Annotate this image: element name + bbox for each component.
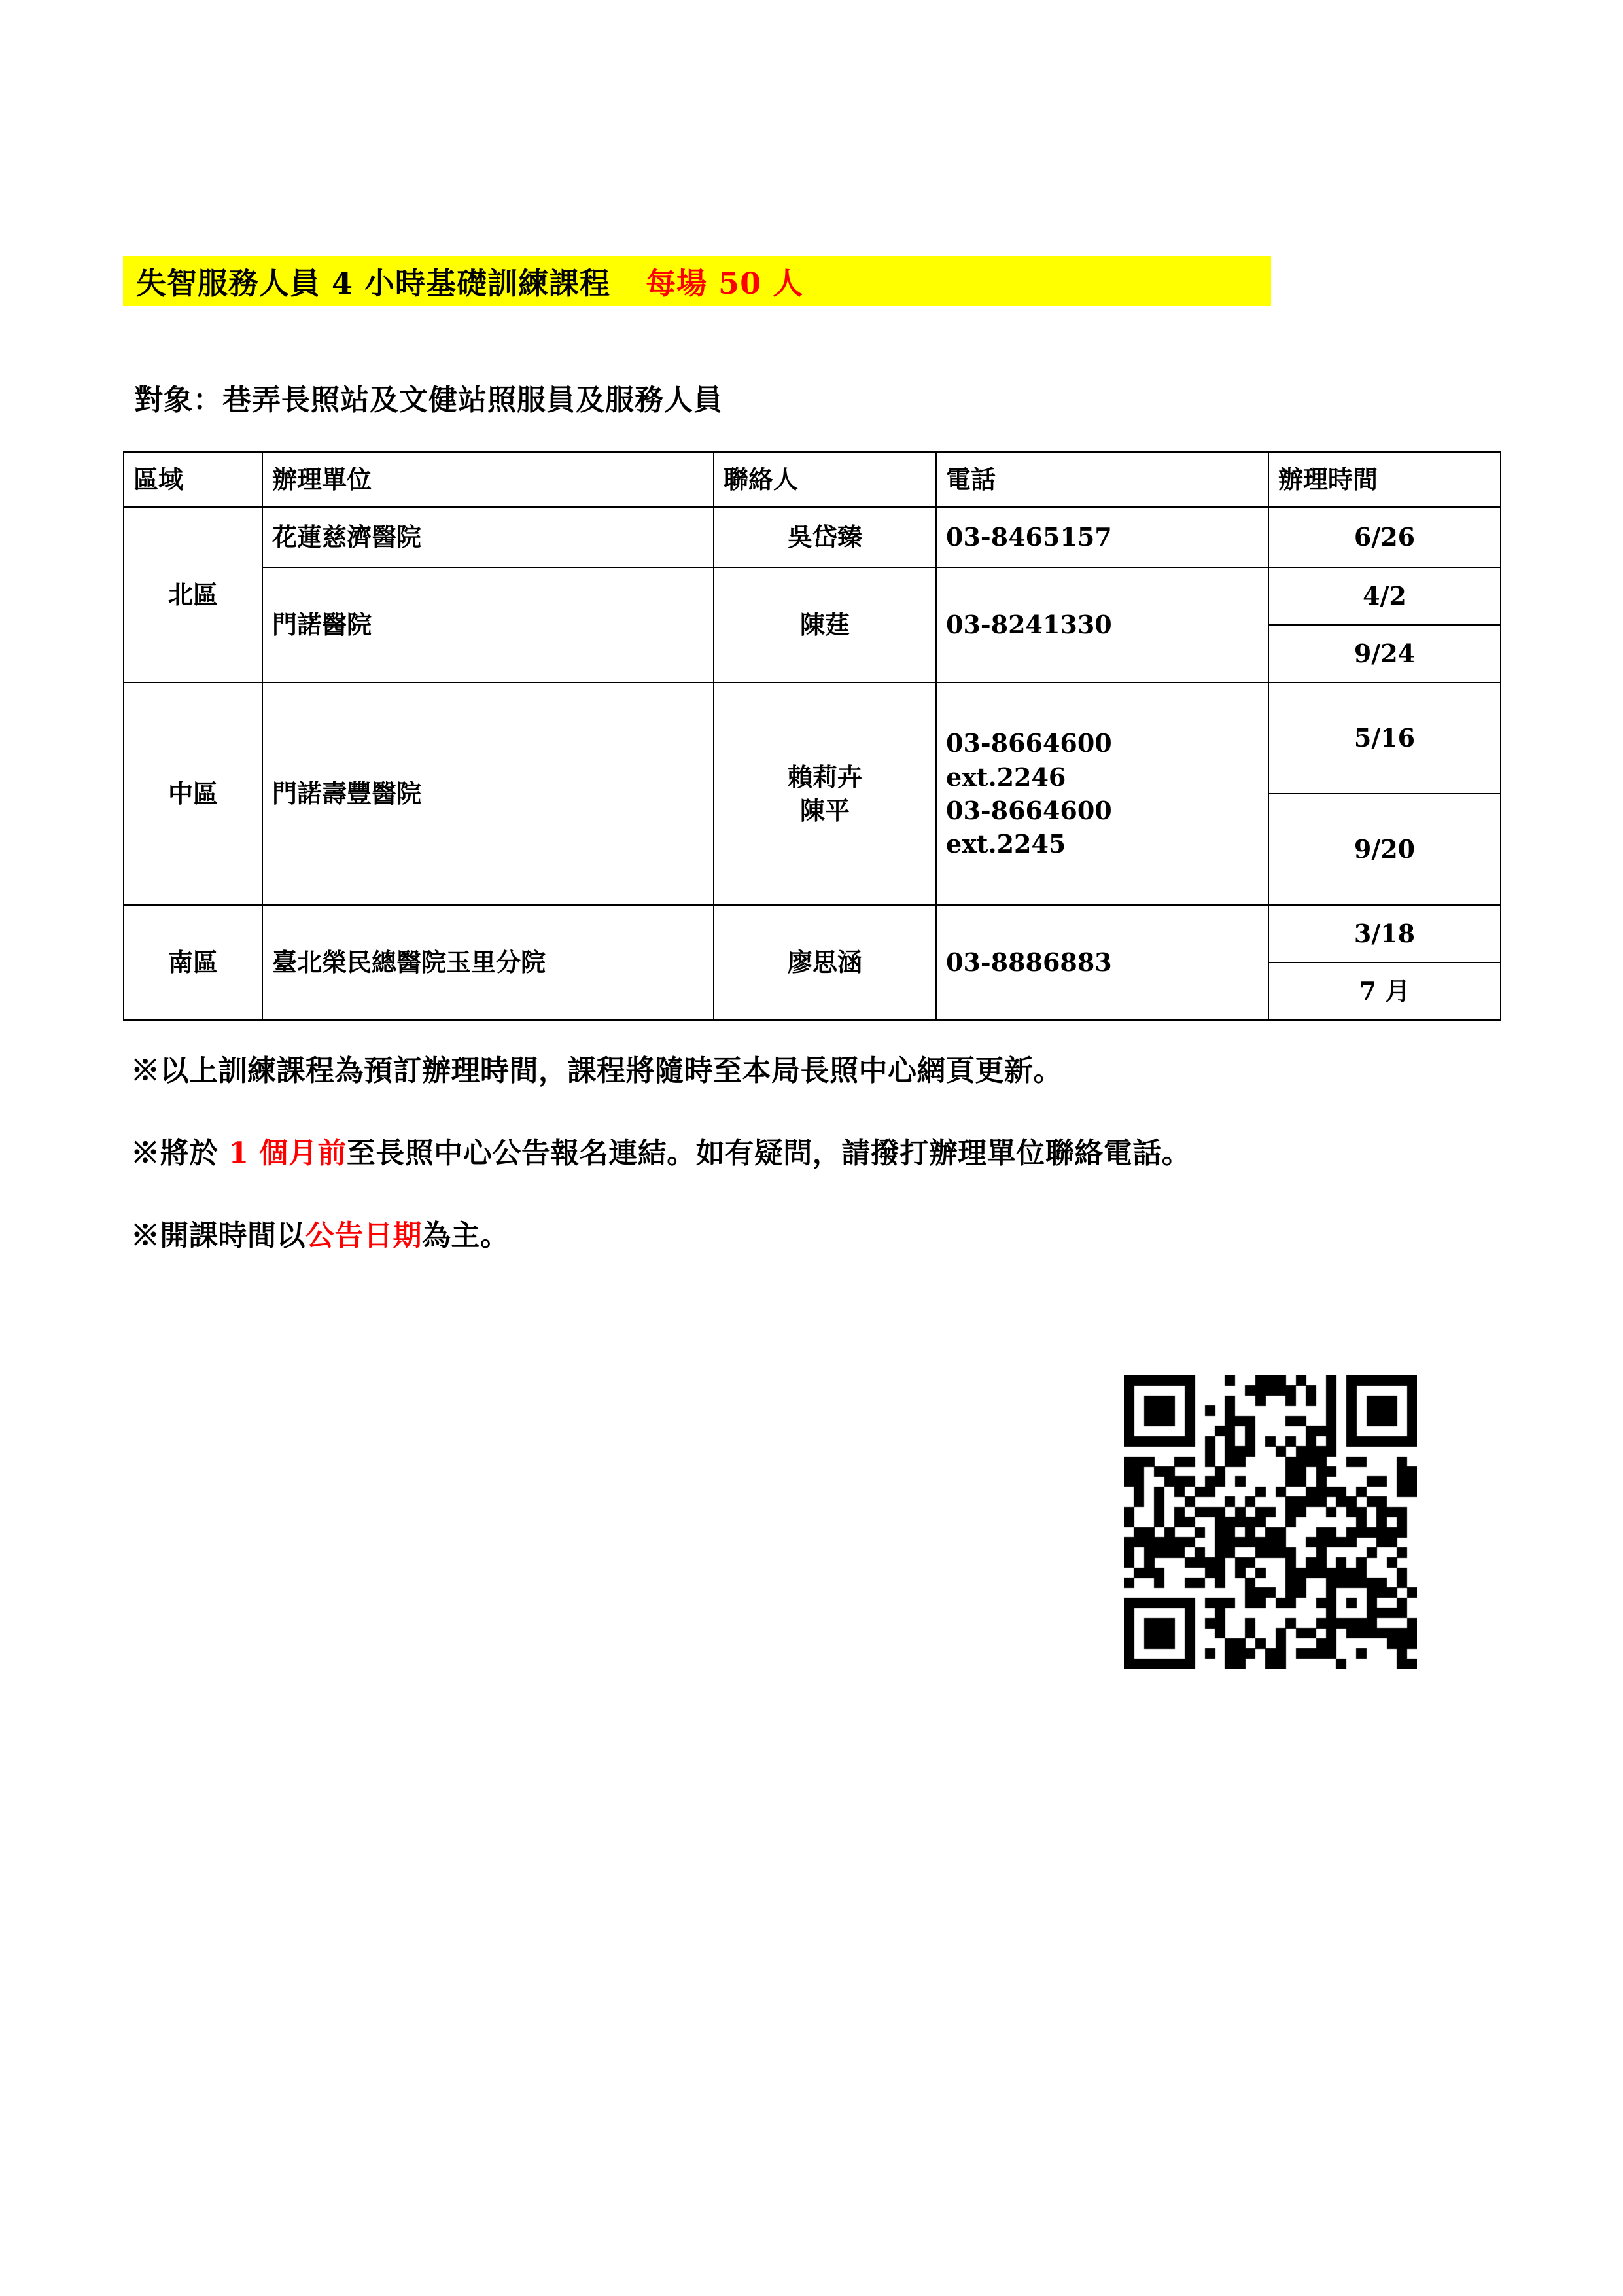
cell-phone-tzuchi: 03-8465157	[936, 507, 1268, 567]
cell-time-shoufeng-2: 9/20	[1268, 794, 1501, 905]
cell-time-shoufeng-1: 5/16	[1268, 682, 1501, 794]
note-1	[131, 1047, 1537, 1089]
cell-phone-mennonite: 03-8241330	[936, 567, 1268, 682]
cell-time-mennonite-2: 9/24	[1268, 625, 1501, 682]
cell-person-yuli: 廖思涵	[714, 905, 936, 1020]
table-row	[124, 682, 1501, 794]
note-segment: 為主。	[422, 1219, 510, 1252]
course-table	[123, 451, 1501, 1021]
note-segment: ※開課時間以	[131, 1219, 305, 1252]
table-row	[124, 567, 1501, 625]
note-3	[131, 1212, 1537, 1254]
note-segment: 1 個月前	[228, 1137, 347, 1170]
qr-code-canvas	[1124, 1375, 1417, 1669]
course-table-container	[123, 451, 1500, 1021]
cell-area-south: 南區	[124, 905, 262, 1020]
note-segment: 公告日期	[305, 1219, 422, 1252]
table-row	[124, 507, 1501, 567]
note-segment: 至長照中心公告報名連結。如有疑問，請撥打辦理單位聯絡電話。	[346, 1137, 1191, 1170]
cell-person-tzuchi: 吳岱臻	[714, 507, 936, 567]
table-header-row	[124, 452, 1501, 507]
note-2	[131, 1129, 1537, 1171]
cell-phone-yuli: 03-8886883	[936, 905, 1268, 1020]
cell-person-shoufeng: 賴莉卉 陳平	[714, 682, 936, 905]
cell-time-yuli-2: 7 月	[1268, 963, 1501, 1020]
cell-time-mennonite-1: 4/2	[1268, 567, 1501, 625]
header-area: 區域	[124, 452, 262, 507]
header-unit: 辦理單位	[262, 452, 714, 507]
header-time: 辦理時間	[1268, 452, 1501, 507]
title-accent-text: 每場 50 人	[646, 266, 804, 301]
cell-phone-shoufeng: 03-8664600 ext.2246 03-8664600 ext.2245	[936, 682, 1268, 905]
cell-unit-mennonite: 門諾醫院	[262, 567, 714, 682]
cell-person-mennonite: 陳莛	[714, 567, 936, 682]
title-main-text: 失智服務人員 4 小時基礎訓練課程	[136, 266, 611, 301]
cell-time-tzuchi-1: 6/26	[1268, 507, 1501, 567]
cell-unit-tzuchi: 花蓮慈濟醫院	[262, 507, 714, 567]
subject-line: 對象：巷弄長照站及文健站照服員及服務人員	[134, 383, 723, 417]
cell-unit-shoufeng: 門諾壽豐醫院	[262, 682, 714, 905]
document-title-banner	[123, 256, 1271, 306]
note-segment: ※將於	[131, 1137, 229, 1170]
table-row	[124, 905, 1501, 963]
note-segment: ※以上訓練課程為預訂辦理時間，課程將隨時至本局長照中心網頁更新。	[131, 1054, 1062, 1087]
qr-code[interactable]	[1124, 1375, 1417, 1669]
header-phone: 電話	[936, 452, 1268, 507]
cell-unit-yuli: 臺北榮民總醫院玉里分院	[262, 905, 714, 1020]
notes-section	[131, 1047, 1537, 1294]
cell-time-yuli-1: 3/18	[1268, 905, 1501, 963]
cell-area-central: 中區	[124, 682, 262, 905]
header-person: 聯絡人	[714, 452, 936, 507]
cell-area-north: 北區	[124, 507, 262, 682]
